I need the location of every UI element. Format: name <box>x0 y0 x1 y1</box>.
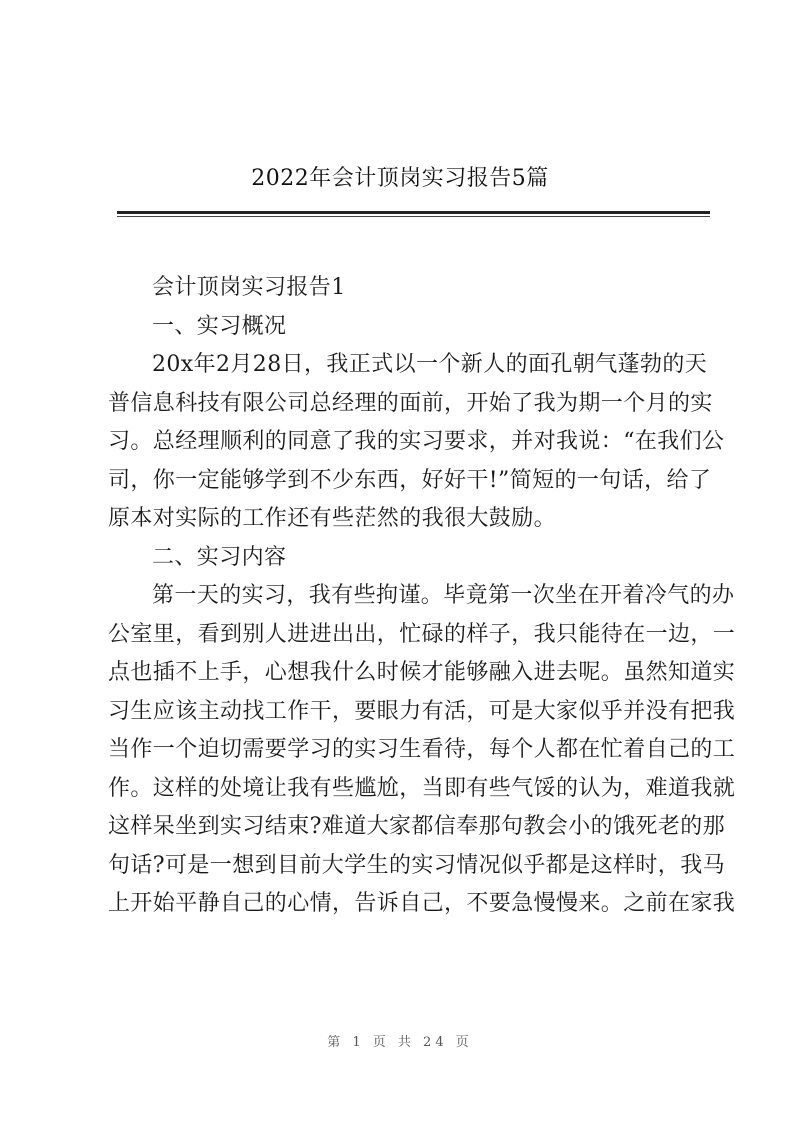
paragraph-line: 点也插不上手，心想我什么时候才能够融入进去呢。虽然知道实 <box>108 660 736 685</box>
paragraph-line: 上开始平静自己的心情，告诉自己，不要急慢慢来。之前在家我 <box>108 891 736 916</box>
paragraph-line: 20x年2月28日，我正式以一个新人的面孔朝气蓬勃的天 <box>152 352 708 377</box>
paragraph-line: 作。这样的处境让我有些尴尬，当即有些气馁的认为，难道我就 <box>108 775 736 801</box>
page-title: 2022年会计顶岗实习报告5篇 <box>251 166 549 191</box>
paragraph-line: 习生应该主动找工作干，要眼力有活，可是大家似乎并没有把我 <box>108 698 736 724</box>
paragraph-line: 当作一个迫切需要学习的实习生看待，每个人都在忙着自己的工 <box>108 737 736 762</box>
paragraph-line: 普信息科技有限公司总经理的面前，开始了我为期一个月的实 <box>108 390 713 416</box>
paragraph-line: 这样呆坐到实习结束?难道大家都信奉那句教会小的饿死老的那 <box>108 814 725 839</box>
section-heading-overview: 一、实习概况 <box>152 313 287 339</box>
report-heading: 会计顶岗实习报告1 <box>152 275 346 300</box>
paragraph-line: 公室里，看到别人进进出出，忙碌的样子，我只能待在一边，一 <box>108 621 736 647</box>
paragraph-line: 习。总经理顺利的同意了我的实习要求，并对我说：“在我们公 <box>108 429 725 454</box>
section-heading-content: 二、实习内容 <box>152 544 287 570</box>
title-rule-thick <box>117 211 710 214</box>
paragraph-line: 第一天的实习，我有些拘谨。毕竟第一次坐在开着冷气的办 <box>152 583 735 608</box>
title-rule-thin <box>117 216 710 217</box>
page-number-footer: 第 1 页 共 24 页 <box>327 1035 473 1050</box>
paragraph-line: 原本对实际的工作还有些茫然的我很大鼓励。 <box>108 506 557 531</box>
paragraph-line: 句话?可是一想到目前大学生的实习情况似乎都是这样时，我马 <box>108 852 725 878</box>
document-body <box>108 269 736 924</box>
paragraph-line: 司，你一定能够学到不少东西，好好干!”简短的一句话，给了 <box>108 467 712 493</box>
